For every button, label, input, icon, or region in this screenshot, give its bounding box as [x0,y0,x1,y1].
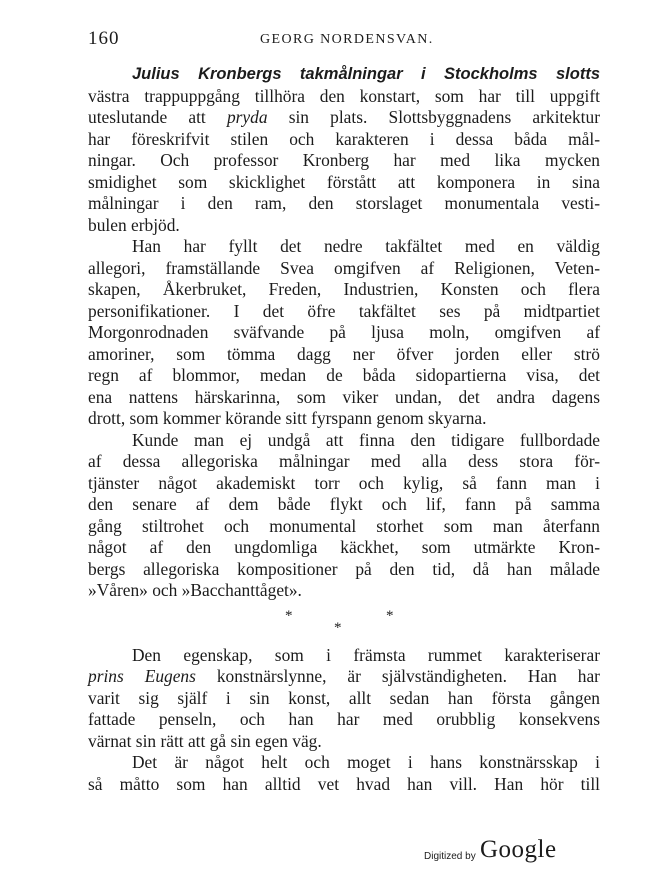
text-run: konstnärslynne, är självständigheten. Han har [195,666,600,686]
italic-text: prins Eugens [88,666,196,686]
text-line: Den egenskap, som i främsta rummet karakteriserar [132,644,600,665]
text-line: den senare af dem både flykt och lif, fann på samma [88,494,600,514]
text-line: värnat sin rätt att gå sin egen väg. [88,730,322,751]
page-header [88,28,598,52]
text-line: ningar. Och professor Kronberg har med lika mycken [88,150,600,170]
text-line: Det är något helt och moget i hans konstnärsskap i [132,752,600,772]
text-line: allegori, framställande Svea omgifven af Religionen, Veten- [88,257,600,278]
section-separator [88,602,600,645]
text-run: uteslutande att [88,107,227,127]
text-run: sin plats. Slottsbyggnadens arkitektur [267,107,600,127]
separator-star: * [334,619,342,636]
text-line: »Våren» och »Bacchanttåget». [88,580,302,600]
section-heading: Julius Kronbergs takmålningar i Stockholms slotts [132,65,600,83]
text-line: af dessa allegoriska målningar med alla dess stora för- [88,451,600,471]
text-line [88,666,600,688]
text-line: fattade penseln, och han har med orubblig konsekvens [88,709,600,729]
text-line: drott, som kommer körande sitt fyrspann genom skyarna. [88,408,487,428]
text-line [88,107,600,129]
text-line: personifikationer. I det öfre takfältet ses på midtpartiet [88,300,600,321]
text-line: Morgonrodnaden sväfvande på ljusa moln, omgifven af [88,322,600,342]
separator-star: * [285,607,293,624]
text-line: smidighet som skicklighet förstått att komponera in sina [88,171,600,192]
text-line: regn af blommor, medan de båda sidopartierna visa, det [88,365,600,385]
text-line: tjänster något akademiskt torr och kylig, så fann man i [88,472,600,493]
text-line: har föreskrifvit stilen och karakteren i dessa båda mål- [88,128,600,149]
text-line: gång stiltrohet och monumental storhet som man återfann [88,515,600,536]
text-line: Kunde man ej undgå att finna den tidigare fullbordade [132,429,600,450]
text-line: västra trappuppgång tillhöra den konstart, som har till uppgift [88,85,600,106]
italic-text: pryda [226,107,268,127]
text-line: ena nattens härskarinna, som viker undan, det andra dagens [88,386,600,407]
separator-star: * [386,607,394,624]
text-line: amoriner, som tömma dagg ner öfver jorden eller strö [88,343,600,364]
text-line: bergs allegoriska kompositioner på den tid, då han målade [88,558,600,579]
running-head: GEORG NORDENSVAN. [260,32,434,47]
digitized-by-label: Digitized by [424,851,476,862]
digitized-by-google-watermark [424,834,564,870]
text-line: något af den ungdomliga käckhet, som utmärkte Kron- [88,537,600,557]
body-text [88,64,600,795]
text-line: bulen erbjöd. [88,214,180,235]
text-line: skapen, Åkerbruket, Freden, Industrien, Konsten och flera [88,279,600,299]
text-line: varit sig själf i sin konst, allt sedan han första gången [88,687,600,708]
text-line: Han har fyllt det nedre takfältet med en väldig [132,236,600,256]
text-line: målningar i den ram, den storslaget monumentala vesti- [88,193,600,213]
page-number: 160 [88,28,120,49]
text-line: så måtto som han alltid vet hvad han vill. Han hör till [88,773,600,794]
google-logo: Google [480,836,557,863]
